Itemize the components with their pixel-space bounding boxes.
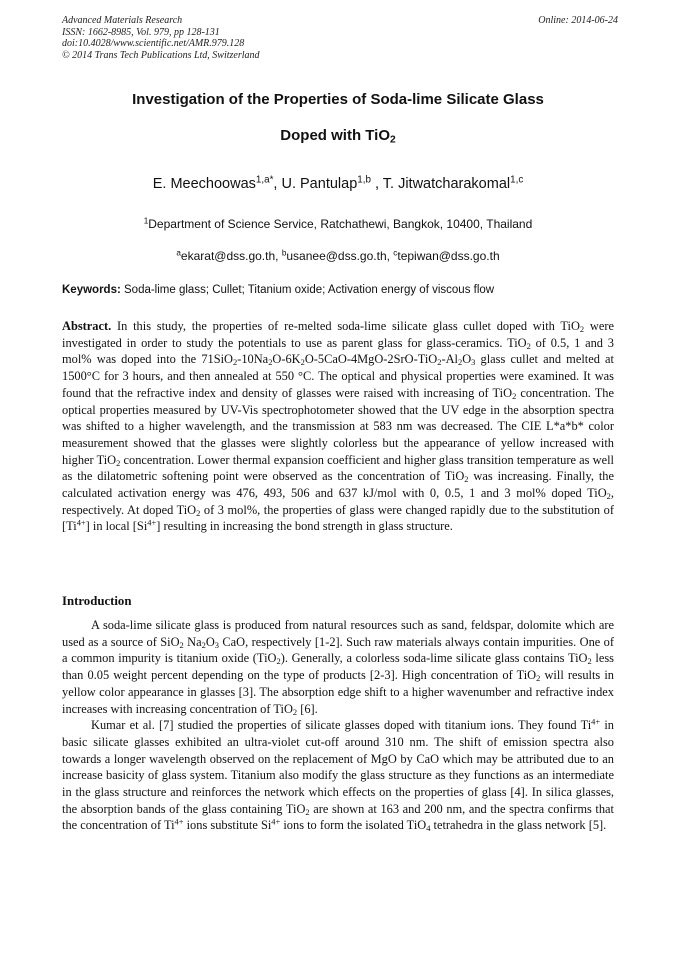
email-address: tepiwan@dss.go.th [397,249,500,263]
author-affil-mark: 1,a* [255,174,274,186]
author-affil-mark: 1,c [510,174,524,186]
email-mark: a [176,248,181,258]
section-heading-introduction: Introduction [62,594,132,608]
abstract [62,318,614,535]
paper-title-line-1: Investigation of the Properties of Soda-lime Silicate Glass [132,91,544,108]
affiliation [62,217,614,231]
keywords [62,284,617,296]
affiliation-text: Department of Science Service, Ratchathewi, Bangkok, 10400, Thailand [148,217,533,231]
paragraph: A soda-lime silicate glass is produced from natural resources such as sand, feldspar, dolomite which are used as a source of SiO$_2$ $Na_2O_3$ CaO, respectively [1-2]. Such raw materials always contain impurities. One of a common impurity is titanium oxide (TiO$_2$). Generally, a colorless soda-lime silicate glass contains TiO$_2$ less than 0.05 weight percent depending on the type of products [2-3]. High concentration of TiO$_2$ will results in yellow color appearance in glasses [3]. The absorption edge shift to a higher wavenumber and refractive index increases with increasing concentration of TiO$_2$ [6]. [62,618,615,717]
introduction-body [62,617,614,834]
keywords-text: Soda-lime glass; Cullet; Titanium oxide; Activation energy of viscous flow [124,284,495,296]
doi-line: doi:10.4028/www.scientific.net/AMR.979.128 [62,38,245,49]
title-text: Doped with TiO [280,127,391,144]
author-separator: , [273,176,282,192]
online-date: Online: 2014-06-24 [538,15,618,26]
abstract-label: Abstract. [62,319,112,333]
issn-line: ISSN: 1662-8985, Vol. 979, pp 128-131 [62,26,220,38]
email-mark: c [393,248,398,258]
paragraph: Kumar et al. [7] studied the properties of silicate glasses doped with titanium ions. They found $Ti^{4+}$ in basic silicate glasses exhibited an ultra-violet cut-off around 310 nm. The shift of emission spectra also towards a longer wavelength observed on the replacement of MgO by CaO which may be attributed due to an increase basicity of glass system. Titanium also modify the glass structure as they functions as an intermediate in the glass structure and reinforces the network which effects on the properties of glass [4]. In silica glasses, the absorption bands of the glass containing TiO$_2$ are shown at 163 and 200 nm, and the spectra confirms that the concentration of $Ti^{4+}$ ions substitute $Si^{4+}$ ions to form the isolated TiO$_4$ tetrahedra in the glass network [5]. [62,716,614,834]
author-name: E. Meechoowas [152,176,256,192]
author-list [62,176,614,192]
journal-header [62,15,618,61]
email-address: usanee@dss.go.th [286,249,387,263]
author-name: T. Jitwatcharakomal [382,176,511,192]
abstract-text: In this study, the properties of re-melted soda-lime silicate glass cullet doped with TiO$_2$ were investigated in order to study the potentials to use as parent glass for glass-ceramics. TiO$_2$ of 0.5, 1 and 3 mol% was doped into the $71SiO_2-10Na_2O-6K_2O-5CaO-4MgO-2SrO-TiO_2-Al_2O_3$ glass cullet and melted at 1500°C for 3 hours, and then annealed at 550 °C. The optical and physical properties were examined. It was found that the refractive index and density of glasses were raised with increasing of TiO$_2$ concentration. The optical properties measured by UV-Vis spectrophotometer showed that the UV edge in the absorption spectra was shifted to a higher wavelength, and the transmission at 583 nm was decreased. The CIE L*a*b* color measurement showed that the glasses were slightly colorless but the appearance of yellow increased with higher TiO$_2$ concentration. Lower thermal expansion coefficient and higher glass transition temperature as well as the dilatometric softening point were observed as the concentration of TiO$_2$ was increasing. Finally, the calculated activation energy was 476, 493, 506 and 637 kJ/mol with 0, 0.5, 1 and 3 mol% doped TiO$_2$, respectively. At doped TiO$_2$ of 3 mol%, the properties of glass were changed rapidly due to the substitution of $[Ti^{4+}]$ in local $[Si^{4+}]$ resulting in increasing the bond strength in glass structure. [62,319,615,534]
email-mark: b [281,248,287,258]
affiliation-mark: 1 [143,216,149,226]
keywords-label: Keywords: [62,284,121,296]
email-address: ekarat@dss.go.th [180,249,276,263]
copyright-line: © 2014 Trans Tech Publications Ltd, Switzerland [62,49,260,61]
title-subscript: 2 [390,134,396,146]
author-separator: , [370,176,383,192]
journal-name: Advanced Materials Research [62,15,183,26]
email-separator: , [275,249,282,263]
author-affil-mark: 1,b [357,174,371,186]
email-separator: , [386,249,394,263]
email-list [62,249,614,263]
paper-title-line-2 [62,127,614,144]
author-name: U. Pantulap [281,176,358,192]
